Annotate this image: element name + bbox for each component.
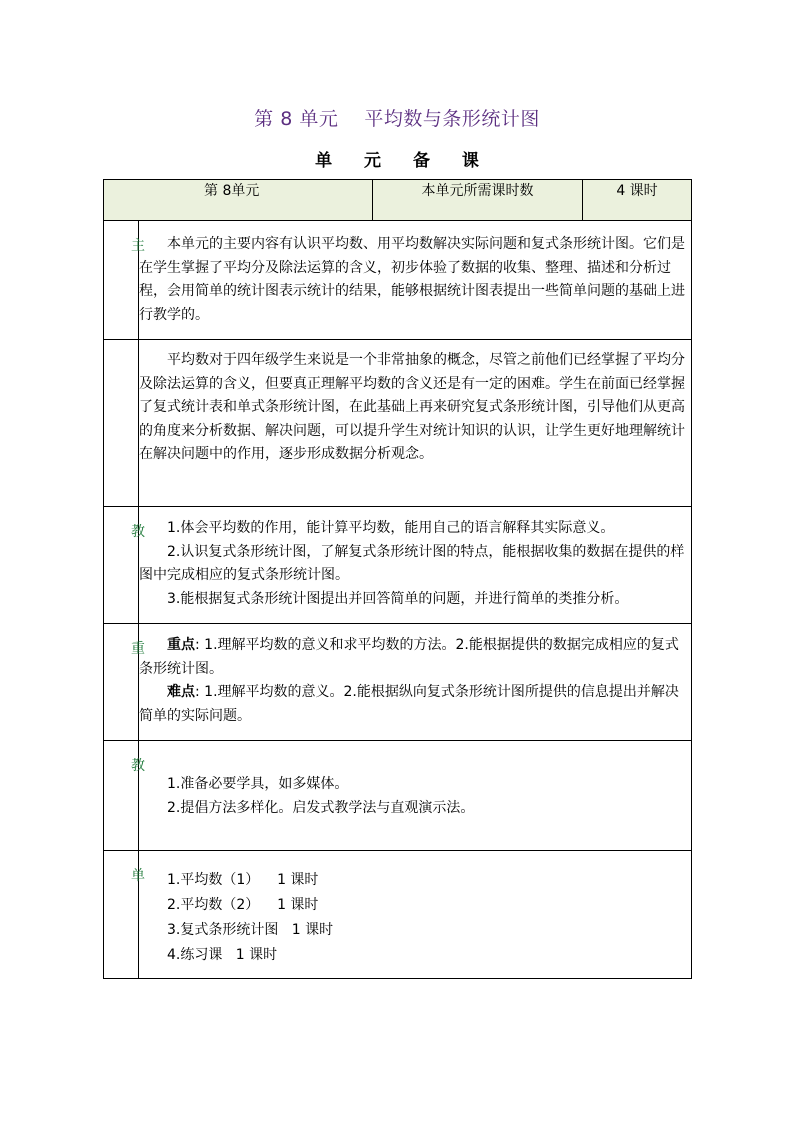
row-prep-side: 教	[104, 741, 139, 851]
key-text: : 1.理解平均数的意义和求平均数的方法。2.能根据提供的数据完成相应的复式条形统计图。	[139, 637, 679, 677]
lesson-plan-table	[103, 179, 692, 979]
schedule-item: 4.练习课 1 课时	[167, 947, 278, 963]
row-content-cell	[139, 221, 692, 340]
goal-item: 1.体会平均数的作用，能计算平均数，能用自己的语言解释其实际意义。	[167, 520, 615, 536]
row-prep-cell	[139, 741, 692, 851]
row-goals	[104, 507, 692, 624]
title-topic: 平均数与条形统计图	[364, 108, 540, 130]
title-unit: 第 8 单元	[254, 108, 339, 130]
header-unit: 第 8单元	[104, 180, 373, 221]
key-point	[139, 634, 691, 681]
prep-item: 2.提倡方法多样化。启发式教学法与直观演示法。	[167, 799, 475, 816]
schedule-item: 2.平均数（2） 1 课时	[167, 897, 319, 913]
document-subtitle: 单 元 备 课	[315, 151, 492, 171]
header-row	[104, 180, 692, 221]
row-schedule	[104, 851, 692, 979]
difficulty-point	[139, 681, 691, 728]
header-hours-value: 4 课时	[583, 180, 692, 221]
row-analysis-cell	[139, 340, 692, 507]
row-schedule-cell	[139, 851, 692, 979]
row-analysis	[104, 340, 692, 507]
schedule-item: 3.复式条形统计图 1 课时	[167, 922, 334, 938]
header-hours-label: 本单元所需课时数	[373, 180, 583, 221]
key-label: 重点	[167, 637, 195, 653]
content-text: 本单元的主要内容有认识平均数、用平均数解决实际问题和复式条形统计图。它们是在学生掌握了平均分及除法运算的含义，初步体验了数据的收集、整理、描述和分析过程，会用简单的统计图表示统计的结果，能够根据统计图表提出一些简单问题的基础上进行教学的。	[139, 236, 685, 323]
goal-item: 3.能根据复式条形统计图提出并回答简单的问题，并进行简单的类推分析。	[167, 590, 629, 607]
row-goals-side: 教	[104, 507, 139, 624]
schedule-item: 1.平均数（1） 1 课时	[167, 872, 319, 888]
row-analysis-side	[104, 340, 139, 507]
document-title	[0, 104, 794, 131]
difficulty-label: 难点	[167, 684, 195, 700]
goal-item: 2.认识复式条形统计图，了解复式条形统计图的特点，能根据收集的数据在提供的样图中完成相应的复式条形统计图。	[139, 543, 685, 583]
row-keypoints-cell	[139, 624, 692, 741]
row-content-side: 主	[104, 221, 139, 340]
analysis-text: 平均数对于四年级学生来说是一个非常抽象的概念，尽管之前他们已经掌握了平均分及除法运算的含义，但要真正理解平均数的含义还是有一定的困难。学生在前面已经掌握了复式统计表和单式条形统计图，在此基础上再来研究复式条形统计图，引导他们从更高的角度来分析数据、解决问题，可以提升学生对统计知识的认识，让学生更好地理解统计在解决问题中的作用，逐步形成数据分析观念。	[139, 352, 685, 462]
row-keypoints	[104, 624, 692, 741]
row-content	[104, 221, 692, 340]
row-goals-cell	[139, 507, 692, 624]
prep-item: 1.准备必要学具，如多媒体。	[167, 776, 349, 792]
row-schedule-side: 单	[104, 851, 139, 979]
row-keypoints-side: 重	[104, 624, 139, 741]
row-prep	[104, 741, 692, 851]
difficulty-text: : 1.理解平均数的意义。2.能根据纵向复式条形统计图所提供的信息提出并解决简单的实际问题。	[139, 684, 679, 724]
